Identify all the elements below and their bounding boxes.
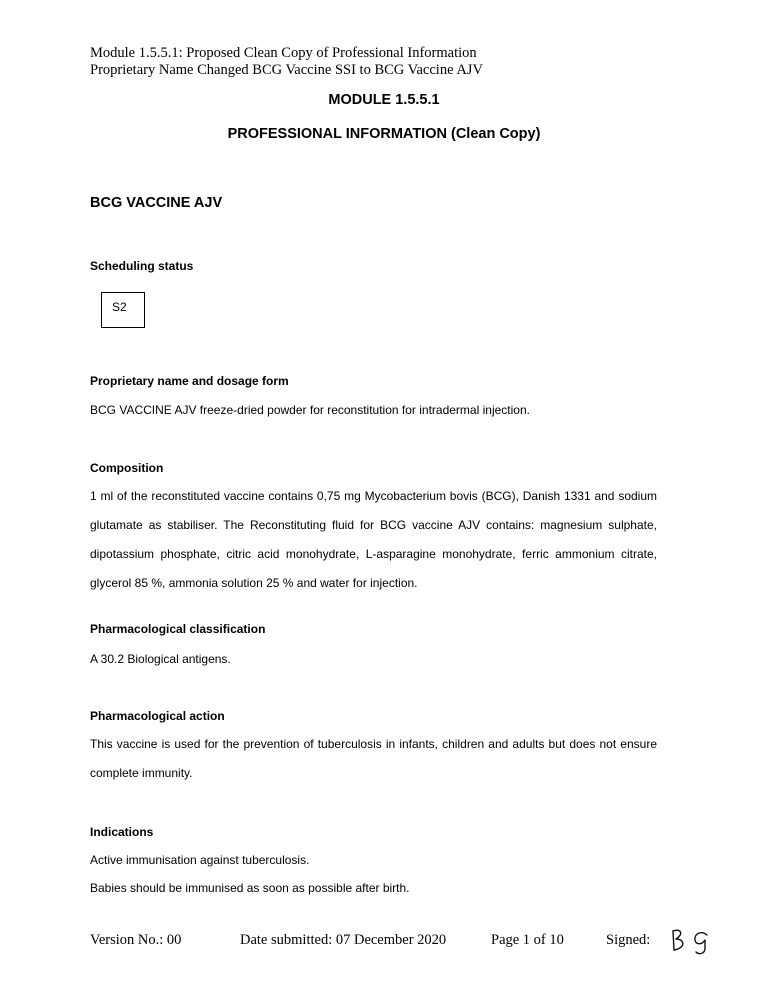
footer-page-number: Page 1 of 10 <box>491 932 564 948</box>
proprietary-name-heading: Proprietary name and dosage form <box>90 374 289 388</box>
scheduling-status-box <box>101 292 145 328</box>
pharmacological-action-text: This vaccine is used for the prevention of tuberculosis in infants, children and adults but does not ensure complete immunity. <box>90 737 657 780</box>
handwritten-signature <box>670 926 716 956</box>
composition-heading: Composition <box>90 461 164 475</box>
indications-line-2: Babies should be immunised as soon as possible after birth. <box>90 881 410 895</box>
running-header-line-2: Proprietary Name Changed BCG Vaccine SSI to BCG Vaccine AJV <box>90 62 483 78</box>
professional-info-title: PROFESSIONAL INFORMATION (Clean Copy) <box>227 126 541 142</box>
footer-signed-label: Signed: <box>606 932 651 948</box>
product-name: BCG VACCINE AJV <box>90 195 223 211</box>
footer-version: Version No.: 00 <box>90 932 182 948</box>
footer-date-submitted: Date submitted: 07 December 2020 <box>240 932 447 948</box>
indications-heading: Indications <box>90 825 154 839</box>
scheduling-status-heading: Scheduling status <box>90 259 194 273</box>
scheduling-status-value: S2 <box>112 300 127 314</box>
indications-line-1: Active immunisation against tuberculosis. <box>90 853 310 867</box>
pharmacological-action-heading: Pharmacological action <box>90 709 225 723</box>
pharmacological-classification-text: A 30.2 Biological antigens. <box>90 652 231 666</box>
running-header-line-1: Module 1.5.5.1: Proposed Clean Copy of Professional Information <box>90 45 477 61</box>
proprietary-name-text: BCG VACCINE AJV freeze-dried powder for reconstitution for intradermal injection. <box>90 403 530 417</box>
module-title: MODULE 1.5.5.1 <box>328 92 440 108</box>
pharmacological-classification-heading: Pharmacological classification <box>90 622 266 636</box>
composition-text: 1 ml of the reconstituted vaccine contains 0,75 mg Mycobacterium bovis (BCG), Danish 1331 and sodium glutamate as stabiliser. The Reconstituting fluid for BCG vaccine AJV contains: magnesium sulphate, dipotassium phosphate, citric acid monohydrate, L-asparagine monohydrate, ferric ammonium citrate, glycerol 85 %, ammonia solution 25 % and water for injection. <box>90 489 657 590</box>
